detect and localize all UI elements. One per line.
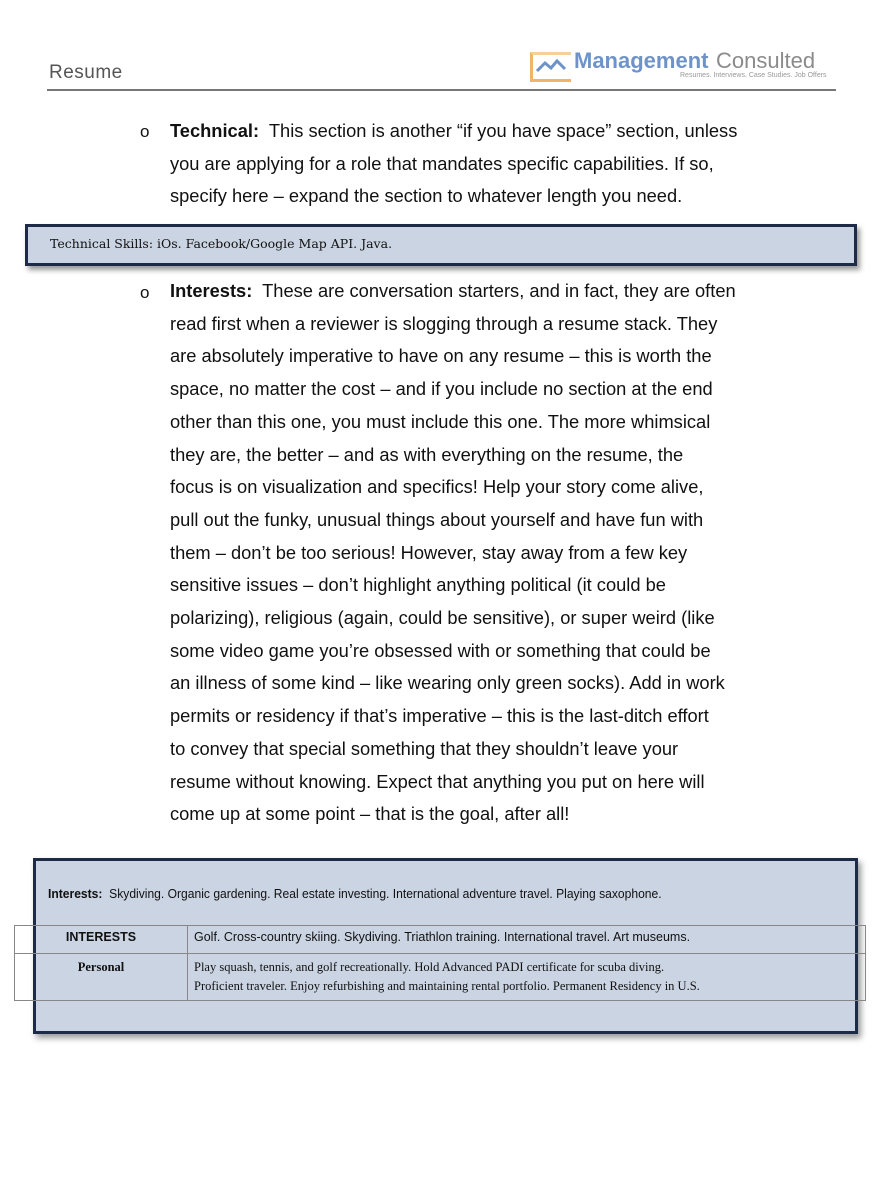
technical-skills-text: Technical Skills: iOs. Facebook/Google Map API. Java. [50,236,393,251]
table-row [15,954,866,1001]
text-line: sensitive issues – don’t highlight anything political (it could be [170,574,666,596]
bullet-icon: o [140,122,150,141]
text-line: permits or residency if that’s imperative – this is the last-ditch effort [170,705,709,727]
technical-skills-example [25,224,857,266]
logo-tagline: Resumes. Interviews. Case Studies. Job Offers [680,72,827,79]
interests-example-table [14,925,866,1001]
text-line: some video game you’re obsessed with or something that could be [170,639,711,661]
interests-paragraph [170,275,736,831]
text-line: specify here – expand the section to whatever length you need. [170,185,683,207]
row-line: Play squash, tennis, and golf recreationally. Hold Advanced PADI certificate for scuba diving. [194,960,665,974]
example-text: Skydiving. Organic gardening. Real estate investing. International adventure travel. Playing saxophone. [109,886,662,901]
text-line: them – don’t be too serious! However, stay away from a few key [170,541,688,563]
logo-text-secondary: Consulted [716,48,816,73]
row-value: Golf. Cross-country skiing. Skydiving. Triathlon training. International travel. Art museums. [188,926,866,954]
interests-label: Interests: [170,280,253,301]
text-line: they are, the better – and as with everything on the resume, the [170,443,684,465]
text-line: you are applying for a role that mandates specific capabilities. If so, [170,152,714,174]
interests-example-line [48,886,662,901]
text-line: These are conversation starters, and in fact, they are often [262,280,736,301]
text-line: read first when a reviewer is slogging through a resume stack. They [170,312,718,334]
row-key: Personal [15,954,188,1001]
text-line: focus is on visualization and specifics! Help your story come alive, [170,476,704,498]
row-value [188,954,866,1001]
row-key: INTERESTS [15,926,188,954]
row-line: Proficient traveler. Enjoy refurbishing and maintaining rental portfolio. Permanent Residency in U.S. [194,979,700,993]
table-row [15,926,866,954]
logo-chart-icon [530,52,571,82]
text-line: resume without knowing. Expect that anything you put on here will [170,770,705,792]
header-rule [47,89,836,91]
technical-label: Technical: [170,120,260,141]
text-line: pull out the funky, unusual things about yourself and have fun with [170,508,704,530]
text-line: polarizing), religious (again, could be sensitive), or super weird (like [170,607,715,629]
example-label: Interests: [48,886,103,901]
text-line: come up at some point – that is the goal, after all! [170,803,570,825]
technical-paragraph [170,115,737,213]
text-line: other than this one, you must include this one. The more whimsical [170,410,711,432]
logo [530,48,827,79]
text-line: are absolutely imperative to have on any resume – this is worth the [170,345,712,367]
logo-text-primary: Management [574,48,709,73]
page-header-title: Resume [49,62,123,83]
text-line: space, no matter the cost – and if you include no section at the end [170,378,713,400]
text-line: This section is another “if you have space” section, unless [268,120,738,141]
text-line: to convey that special something that they shouldn’t leave your [170,737,679,759]
bullet-icon: o [140,283,150,302]
text-line: an illness of some kind – like wearing only green socks). Add in work [170,672,725,694]
